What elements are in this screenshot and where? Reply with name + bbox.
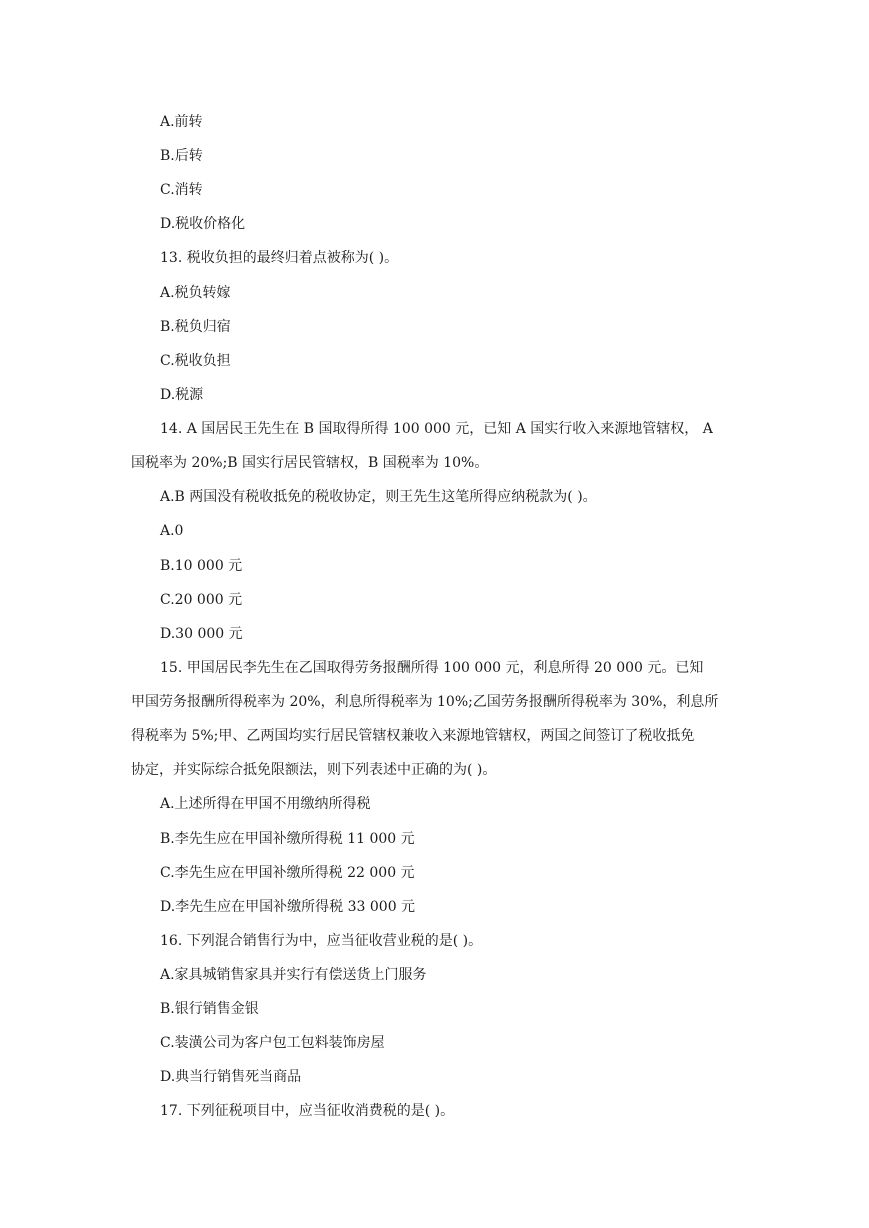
option-line: C.消转 xyxy=(160,182,203,198)
option-line: A.税负转嫁 xyxy=(160,285,231,301)
option-line: C.20 000 元 xyxy=(160,592,243,608)
question-15-cont: 协定，并实际综合抵免限额法，则下列表述中正确的为( )。 xyxy=(131,762,497,778)
option-line: A.上述所得在甲国不用缴纳所得税 xyxy=(160,796,371,812)
option-line: D.典当行销售死当商品 xyxy=(160,1069,302,1085)
option-line: B.李先生应在甲国补缴所得税 11 000 元 xyxy=(160,831,415,847)
question-13: 13. 税收负担的最终归着点被称为( )。 xyxy=(160,250,399,266)
option-line: C.税收负担 xyxy=(160,353,231,369)
question-15-cont: 甲国劳务报酬所得税率为 20%，利息所得税率为 10%;乙国劳务报酬所得税率为 30%，利息所 xyxy=(131,694,719,710)
question-14-cont: 国税率为 20%;B 国实行居民管辖权，B 国税率为 10%。 xyxy=(131,455,489,471)
option-line: C.李先生应在甲国补缴所得税 22 000 元 xyxy=(160,865,415,881)
option-line: B.10 000 元 xyxy=(160,558,243,574)
option-line: D.李先生应在甲国补缴所得税 33 000 元 xyxy=(160,899,416,915)
option-line: B.银行销售金银 xyxy=(160,1001,259,1017)
option-line: A.0 xyxy=(160,523,184,539)
question-17: 17. 下列征税项目中，应当征收消费税的是( )。 xyxy=(160,1103,455,1119)
question-14-cont: A.B 两国没有税收抵免的税收协定，则王先生这笔所得应纳税款为( )。 xyxy=(160,489,597,505)
question-15-cont: 得税率为 5%;甲、乙两国均实行居民管辖权兼收入来源地管辖权，两国之间签订了税收抵免 xyxy=(131,728,695,744)
option-line: D.税收价格化 xyxy=(160,216,246,232)
option-line: A.前转 xyxy=(160,114,203,130)
question-16: 16. 下列混合销售行为中，应当征收营业税的是( )。 xyxy=(160,933,483,949)
option-line: B.后转 xyxy=(160,148,203,164)
option-line: D.税源 xyxy=(160,387,204,403)
option-line: D.30 000 元 xyxy=(160,626,243,642)
question-14: 14. A 国居民王先生在 B 国取得所得 100 000 元，已知 A 国实行收入来源地管辖权， A xyxy=(160,421,713,437)
option-line: B.税负归宿 xyxy=(160,319,231,335)
option-line: C.装潢公司为客户包工包料装饰房屋 xyxy=(160,1035,385,1051)
question-15: 15. 甲国居民李先生在乙国取得劳务报酬所得 100 000 元，利息所得 20 000 元。已知 xyxy=(160,660,704,676)
option-line: A.家具城销售家具并实行有偿送货上门服务 xyxy=(160,967,427,983)
